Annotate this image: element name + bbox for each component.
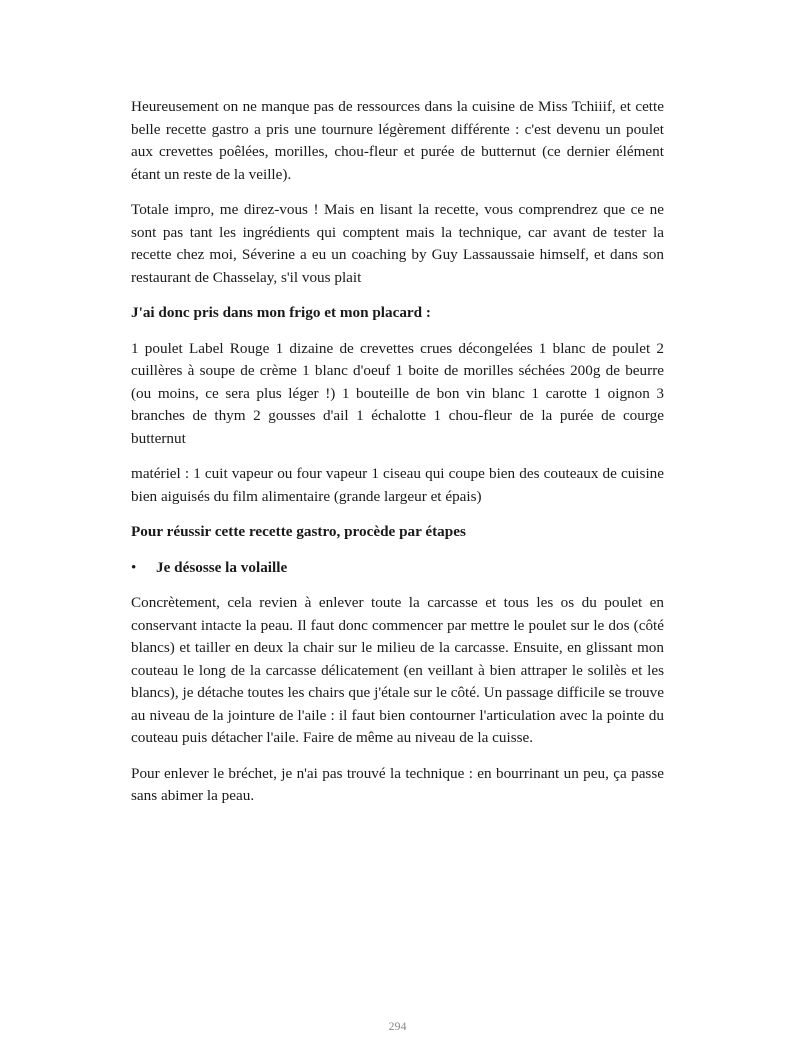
- step-title: Je désosse la volaille: [156, 558, 288, 576]
- bullet-icon: •: [131, 558, 137, 576]
- equipment-paragraph: matériel : 1 cuit vapeur ou four vapeur 1 ciseau qui coupe bien des couteaux de cuisine bien aiguisés du film alimentaire (grande largeur et épais): [131, 465, 664, 505]
- step-paragraph-deboning: Concrètement, cela revien à enlever toute la carcasse et tous les os du poulet en conservant intacte la peau. Il faut donc commencer par mettre le poulet sur le dos (côté blancs) et tailler en deux la chair sur le milieu de la carcasse. Ensuite, en glissant mon couteau le long de la carcasse délicatement (en veillant à bien attraper le solilès et les blancs), je détache toutes les chairs que j'étale sur le côté. Un passage difficile se trouve au niveau de la jointure de l'aile : il faut bien contourner l'articulation avec la pointe du couteau puis détacher l'aile. Faire de même au niveau de la cuisse.: [131, 594, 664, 746]
- page-number: 294: [388, 1019, 407, 1033]
- document-page: [131, 96, 664, 821]
- ingredients-heading: J'ai donc pris dans mon frigo et mon placard :: [131, 304, 431, 321]
- intro-paragraph: Heureusement on ne manque pas de ressources dans la cuisine de Miss Tchiiif, et cette belle recette gastro a pris une tournure légèrement différente : c'est devenu un poulet aux crevettes poêlées, morilles, chou-fleur et purée de butternut (ce dernier élément étant un reste de la veille).: [131, 98, 664, 183]
- impro-paragraph: Totale impro, me direz-vous ! Mais en lisant la recette, vous comprendrez que ce ne sont pas tant les ingrédients qui comptent mais la technique, car avant de tester la recette chez moi, Séverine a eu un coaching by Guy Lassaussaie himself, et dans son restaurant de Chasselay, s'il vous plait: [131, 201, 664, 286]
- steps-heading: Pour réussir cette recette gastro, procède par étapes: [131, 523, 466, 540]
- step-bullet-item: [131, 557, 664, 580]
- step-paragraph-brechet: Pour enlever le bréchet, je n'ai pas trouvé la technique : en bourrinant un peu, ça passe sans abimer la peau.: [131, 764, 664, 804]
- ingredients-list: 1 poulet Label Rouge 1 dizaine de crevettes crues décongelées 1 blanc de poulet 2 cuillères à soupe de crème 1 blanc d'oeuf 1 boite de morilles séchées 200g de beurre (ou moins, ce sera plus léger !) 1 bouteille de bon vin blanc 1 carotte 1 oignon 3 branches de thym 2 gousses d'ail 1 échalotte 1 chou-fleur de la purée de courge butternut: [131, 339, 664, 447]
